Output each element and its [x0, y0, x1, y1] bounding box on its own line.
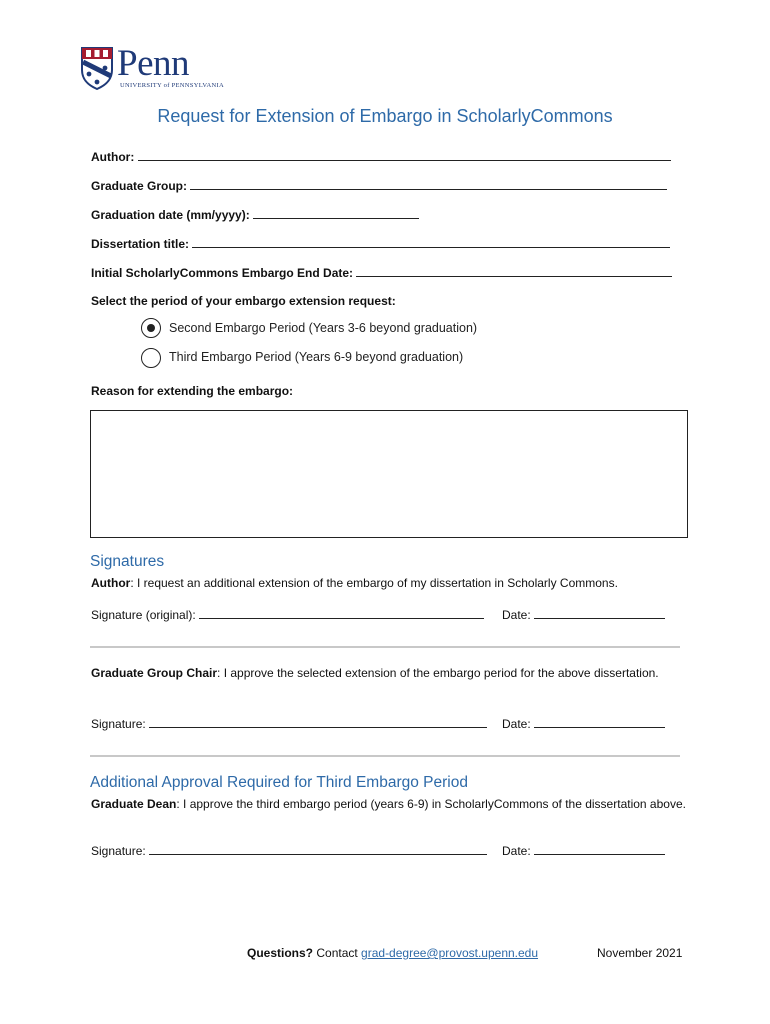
author-date-line[interactable] [534, 607, 665, 619]
initial-end-date-input-line[interactable] [356, 265, 672, 277]
graduate-group-field [91, 178, 667, 193]
chair-statement [91, 664, 691, 683]
logo-wordmark: Penn [117, 43, 189, 84]
reason-label: Reason for extending the embargo: [91, 384, 294, 398]
contact-label: Contact [313, 946, 362, 960]
author-date-row [502, 607, 665, 622]
contact-email-link[interactable]: grad-degree@provost.upenn.edu [361, 946, 539, 960]
author-statement [91, 574, 691, 593]
radio-third-period[interactable] [141, 348, 161, 368]
questions-label: Questions? [247, 946, 314, 960]
chair-date-row [502, 716, 665, 731]
dean-statement [91, 795, 691, 814]
additional-approval-heading: Additional Approval Required for Third Embargo Period [90, 774, 468, 791]
initial-end-date-field [91, 265, 672, 280]
author-label: Author: [91, 150, 135, 164]
author-signature-row [91, 607, 484, 622]
dean-signature-label: Signature: [91, 844, 146, 858]
chair-date-label: Date: [502, 717, 531, 731]
graduation-date-field [91, 207, 419, 222]
graduation-date-input-line[interactable] [253, 207, 419, 219]
chair-signature-row [91, 716, 487, 731]
dean-signature-row [91, 843, 487, 858]
chair-statement-text: : I approve the selected extension of the embargo period for the above dissertation. [217, 666, 659, 680]
reason-textarea[interactable] [90, 410, 688, 538]
author-role: Author [91, 576, 131, 590]
author-signature-label: Signature (original): [91, 608, 196, 622]
dissertation-title-field [91, 236, 670, 251]
author-signature-line[interactable] [199, 607, 484, 619]
divider [90, 646, 680, 648]
author-input-line[interactable] [138, 149, 671, 161]
period-prompt: Select the period of your embargo extension request: [91, 294, 396, 308]
footer-contact [247, 946, 538, 960]
author-field [91, 149, 671, 164]
dean-statement-text: : I approve the third embargo period (years 6-9) in ScholarlyCommons of the dissertation above. [176, 797, 686, 811]
chair-signature-line[interactable] [149, 716, 487, 728]
logo-subtitle: UNIVERSITY of PENNSYLVANIA [120, 82, 224, 89]
graduation-date-label: Graduation date (mm/yyyy): [91, 208, 250, 222]
author-date-label: Date: [502, 608, 531, 622]
graduate-group-input-line[interactable] [190, 178, 667, 190]
author-statement-text: : I request an additional extension of the embargo of my dissertation in Scholarly Commons. [130, 576, 618, 590]
dean-date-row [502, 843, 665, 858]
chair-role: Graduate Group Chair [91, 666, 218, 680]
second-period-label: Second Embargo Period (Years 3-6 beyond graduation) [169, 321, 478, 335]
dean-role: Graduate Dean [91, 797, 177, 811]
dean-signature-line[interactable] [149, 843, 487, 855]
dean-date-line[interactable] [534, 843, 665, 855]
third-period-label: Third Embargo Period (Years 6-9 beyond graduation) [169, 350, 464, 364]
radio-selected-dot [147, 324, 155, 332]
dissertation-title-label: Dissertation title: [91, 237, 190, 251]
penn-logo [80, 43, 224, 92]
dissertation-title-input-line[interactable] [192, 236, 670, 248]
footer-date: November 2021 [597, 946, 683, 960]
chair-signature-label: Signature: [91, 717, 146, 731]
divider [90, 755, 680, 757]
chair-date-line[interactable] [534, 716, 665, 728]
page-title: Request for Extension of Embargo in ScholarlyCommons [157, 106, 613, 126]
graduate-group-label: Graduate Group: [91, 179, 188, 193]
radio-second-period[interactable] [141, 318, 161, 338]
signatures-heading: Signatures [90, 553, 165, 570]
dean-date-label: Date: [502, 844, 531, 858]
initial-end-date-label: Initial ScholarlyCommons Embargo End Date: [91, 266, 354, 280]
penn-shield-icon [80, 46, 114, 90]
